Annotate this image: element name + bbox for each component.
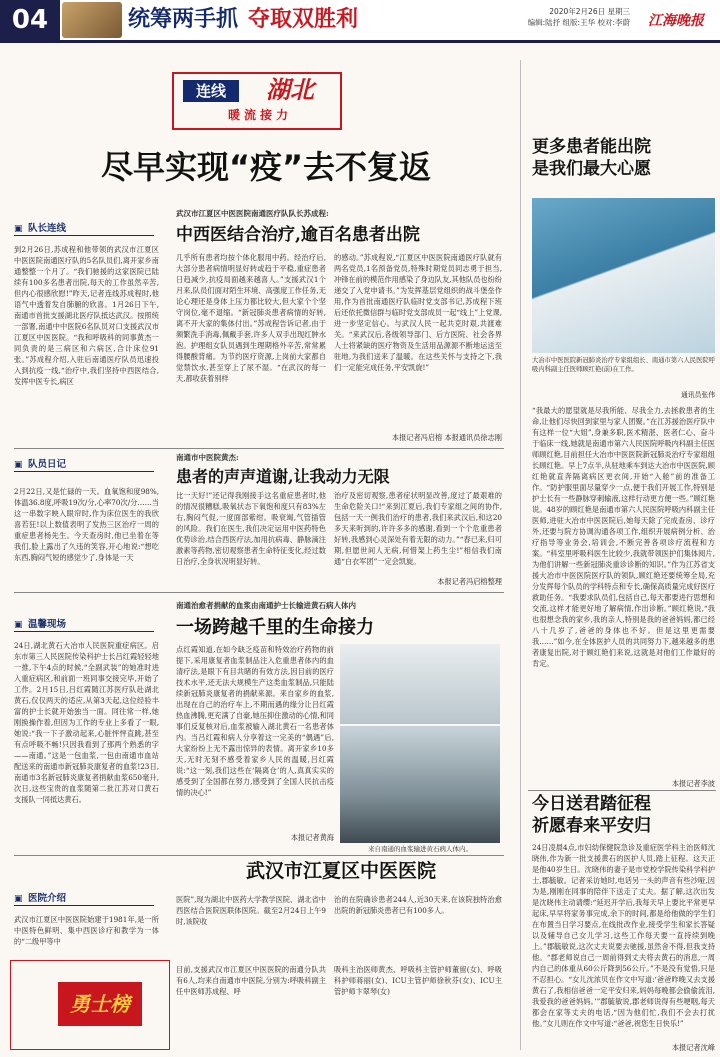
r1-headline (532, 136, 715, 180)
s4-column-5: 吸科主治医师黄杰、呼吸科主管护师董留(女)、呼吸科护师蒋丽(女)、ICU主管护师徐秋芬(女)、ICU主管护师卞翠琴(女) (334, 965, 502, 996)
s3-column-2: 点红霞知道,在如今缺乏疫苗和特效治疗药物的前提下,采用康复者血浆制品注入危重患者体内的血清疗法,是眼下有目共睹的有效方法,因目前的医疗技术水平,还无法大规模生产这类血浆制品,只能陆续新冠肺炎康复者的捐献来源。来自家乡的血浆,出现在自己的治疗车上,不期而遇的缘分让吕红霞热血沸腾,更充满了自豪,她压抑住激动的心情,和同事们反复核对后,血浆被输入湖北黄石一名患者体内。当吕红霞和病人分享着这一完美的“偶遇”后,大家纷纷上无不露出惊异的表情。离开家乡10多天,无时无刻不感受着家乡人民的温暖,吕红霞说:“这一刻,我们这些在‘隔离仓’的人,真真实实的感受到了全国都在努力,感受到了全国人民抗击疫情的决心!” (176, 645, 334, 797)
r2-body: 24日凌晨4点,市妇幼保健院急诊及重症医学科主治医师沈晓伟,作为新一批支援黄石的医护人员,踏上征程。这天正是他40岁生日。沈晓伟的妻子是市党校学院传染科学科护士,郡毓敏。记者采访她时,电话另一头的声音有些沙哑,因为是,刚刚在同事的陪伴下送走了丈夫。据了解,这次出发是沈晓伟主动请缨:“延迟开学后,我每天早上要比平常更早起床,早早将家务事完成,余下的时间,都是给他做的学生们在布置当日学习要点,在线批改作业,接受学生和家长答疑以及辅导自己女儿学习,这些工作每天要一直持续到晚上。”郡毓敏说,这次丈夫说要去驰援,虽然舍不得,但我支持他。“郡老师说自己一周前得到丈夫将去黄石的消息,一周内自己的体重从60公斤降到56公斤。”不是没有觉悟,只是不忍担心。“女儿沈浓贝在作文中写道:‘爸爸昨晚又去支援黄石了,我相信爸爸一定平安归来,妈妈每晚都会偷偷流泪,我爱我的爸爸妈妈。’”郡毓敏说,郡老师说得有些哽咽,每天都会在家等丈夫的电话,“因为他们忙,我们不会去打扰他。”女儿则在作文中写道:“爸爸,祝您生日快乐!” (532, 843, 715, 1028)
r1-headline-line-1: 更多患者能出院 (532, 137, 651, 157)
s3-byline: 本报记者黄海 (290, 833, 334, 842)
dateline (470, 6, 630, 28)
s2-column-1: 2月22日,又是忙碌的一天。血氧饱和度98%,体温36.8度,呼吸19次/分,心率70次/分……当这一串数字映入眼帘时,作为床位医生的我欣喜若狂!以上数值表明了发热三区治疗一周的重症患者杨先生。今天查房时,他已坐着在等我们,脸上露出了久违的笑容,开心地说:“想吃东西,胸闷气短的感觉少了,身体是一天 (14, 487, 159, 562)
s4-column-1: 武汉市江夏区中医医院始建于1981年,是一所中医特色鲜明、集中西医诊疗和教学为一体的“二级甲等中 (14, 915, 159, 946)
s1-byline: 本报记者冯启榕 本报通讯员徐志刚 (391, 433, 502, 442)
r2-headline-line-1: 今日送君踏征程 (532, 794, 651, 814)
s2-byline: 本报记者冯启榕整理 (437, 577, 502, 586)
editors-credit: 编辑:陆抒 组版:王华 校对:李蔚 (527, 18, 630, 27)
r1-byline: 本报记者李波 (671, 779, 715, 788)
page-number: 04 (0, 0, 60, 40)
r2-headline-line-2: 祈愿春来平安归 (532, 816, 651, 836)
main-headline: 尽早实现“疫”去不复返 (100, 148, 432, 186)
s1-title: 中西医结合治疗,逾百名患者出院 (176, 225, 420, 245)
r1-photo-caption: 大冶市中医医院新冠肺炎治疗专家组组长、南通市第六人民医院呼吸内科副主任医师顾红艳(前)在工作。 (532, 357, 715, 373)
slogan-part-b: 夺取双胜利 (248, 7, 359, 32)
banner-tag: 连线 (183, 80, 239, 102)
section-label-hospital: ▣ 医院介绍 (14, 892, 154, 906)
r1-body: “我最大的愿望就是尽我所能、尽我全力,去拯救患者的生命,让他们尽快回到家里与家人团聚。”在江苏援治医疗队中有这样一位“大姐”,身兼多职,医术精湛、医者仁心、奋斗于临床一线,她就是南通市第六人民医院呼吸内科副主任医师顾红艳,目前担任大冶市中医医院新冠肺炎治疗专家组组长顾红艳。早上7点半,从驻地乘车到达大冶市中医医院,顾红艳就直奔隔离病区更衣间,开始“入舱”前的准备工作。“防护服里面尽量穿少一点,便于我们开展工作,特别是护士长有一些静脉穿刺输液,这样行动更方便一些。”顾红艳说。48岁的顾红艳是南通市第六人民医院呼吸内科副主任医师,进驻大冶市中医医院后,她每天除了完成查房、诊疗外,还要与院方协调沟通各项工作,组织开展病例分析、治疗指导等业务会,培训会,不断完善各项诊疗流程和方案。“科室里呼吸科医生比较少,我就带领医护们集体阅片,为他们讲解一些新冠肺炎重诊诊断的知识。”作为江苏省支援大冶市中医医院医疗队的领队,顾红艳还要统筹全局,充分发挥每个队员的学科特点和专长,确保高质量完成好医疗救助任务。“我要求队员们,包括自己,每天都要进行思想和交流,这样才能更好地了解病情,作出诊断。”顾红艳说,“我也很想念我的家乡,我的亲人,特别是我的爸爸妈妈,都已经八十几岁了,爸爸的身体也不好。但是这里更需要我……”如今,在全体医护人员的共同努力下,越来越多的患者康复出院,对于顾红艳们来说,这就是对他们工作最好的肯定。 (532, 406, 715, 668)
s3-column-1: 24日,湖北黄石大冶市人民医院重症病区。启东市第三人民医院传染科护士长吕红霞轻轻地一推,下午4点的时候,“全副武装”的她准时进入重症病区,和前面一班同事交接完毕,开始了工作。2月15日,吕红霞随江苏医疗队赴湖北黄石,仅仅两天的适应,从第3天起,这位经验丰富的护士长就开始独当一面。同往常一样,她刚换操作着,但因为工作的专业上多看了一眼,她说:“我一下子激动起来,心脏怦怦直跳,甚至有点呼吸不畅!只因我看到了那两个熟悉的字——南通。”这是一包血浆,一包由南通市血站配送来的南通市新冠肺炎康复者的血浆!23日,南通市3名新冠肺炎康复者捐献血浆650毫升,次日,这些宝贵的血浆随第二批江苏对口黄石支援队一同抵达黄石。 (14, 641, 159, 804)
header-rule (0, 40, 720, 43)
s1-subtitle: 武汉市江夏区中医医院南通医疗队队长苏成程: (176, 209, 329, 218)
s1-column-2: 几乎所有患者均按个体化服用中药。经治疗后,大部分患者病情明显好转或趋于平稳,重症患者日趋减少,抗疫局面越来越喜人。”支援武汉1个月来,队员们面对陌生环境、高强度工作任务,无论心理还是身体上压力都比较大,但大家个个坚守岗位,毫不退缩。“新冠肺炎患者病情的好转,离不开大家的集体付出。”苏成程告诉记者,由于频繁洗手消毒,佩戴手套,许多人双手出现红肿水泡。护理组女队员遇到生理期格外辛苦,常常累得腰酸背痛。为节约医疗资源,上岗前大家都自觉禁饮水,甚至穿上了尿不湿。“在武汉的每一天,都收获着别样 (176, 253, 326, 383)
issue-date: 2020年2月26日 星期三 (549, 7, 630, 16)
banner-subtitle: 暖流接力 (227, 108, 292, 122)
header-slogan (128, 4, 458, 36)
s4-column-4: 目前,支援武汉市江夏区中医医院的南通分队共有6人,均来自南通市中医院,分别为:呼吸科副主任中医师苏成程、呼 (176, 965, 326, 996)
r2-byline: 本报记者沈峰 (671, 1043, 715, 1052)
s2-column-3: 治疗及密切观察,患者症状明显改善,度过了最艰难的生命危险关口!“来到江夏后,我们专家组之间的协作,包括一天一例我们治疗的患者,我们来武汉后,和这20多天来听到的,许许多多的感谢,看到一个个危重患者好转,我感到心灵深处有着无限的动力。”“春已来,归可期,但愿世间人无病,何惜架上药生尘!”相信我们南通“白衣军团”一定会凯旋。 (334, 491, 502, 566)
s1-column-3: 的感动。”苏成程说,“江夏区中医医院南通医疗队就有两名党员,1名预备党员,特殊时期党员同志勇于担当,冲锋在前的模范作用感染了身边队友,其他队员也纷纷递交了入党申请书。”为发挥基层党组织的战斗堡垒作用,作为首批南通医疗队临时党支部书记,苏成程下班后还依托微信群与临时党支部成员一起“线上”上党课,进一步坚定信心。与武汉人民一起共克时艰,共渡难关。“来武汉后,各级领导部门、后方医院、社会各界人士将紧缺的医疗物资及生活用品源源不断地运送至驻地,为我们送来了温暖。在这些关怀与支持之下,我们一定能完成任务,平安凯旋!” (334, 253, 502, 372)
handshake-image (62, 2, 122, 38)
s3-photo-top (340, 644, 500, 724)
s4-column-2: 医院”,现为湖北中医药大学教学医院、湖北省中西医结合医院医联体医院。截至2月24日上午9时,该院收 (176, 895, 326, 926)
divider (14, 592, 504, 593)
s3-photo-caption: 来自南通的血浆输进黄石病人体内。 (368, 845, 472, 853)
r1-caption-byline: 通讯员张伟 (681, 391, 715, 399)
s3-photo (340, 726, 500, 843)
honor-label: 勇士榜 (58, 982, 142, 1026)
r1-headline-line-2: 是我们最大心愿 (532, 159, 651, 179)
section-label-captain: ▣ 队长连线 (14, 222, 154, 236)
divider (14, 855, 504, 856)
s3-title: 一场跨越千里的生命接力 (176, 617, 374, 638)
divider (528, 790, 716, 791)
s2-title: 患者的声声道谢,让我动力无限 (176, 467, 390, 486)
s2-subtitle: 南通市中医院黄杰: (176, 453, 239, 462)
divider (14, 448, 504, 449)
s2-column-2: 比一天好!”还记得我刚接手这名重症患者时,他的情况很糟糕,吸氧状态下氧饱和度只有83%左右,胸闷气促,一度面部紫绀。吸衰竭,气管插管的风险。我们在医生,我们决定运用中医药特色优势诊治,结合西医疗法,加用抗病毒、静脉滴注激素等药物,密切观察患者生命特征变化,经过数日治疗,全身状况明显好转。 (176, 491, 326, 566)
r1-photo (532, 198, 715, 353)
banner-region: 湖北 (266, 75, 314, 104)
hospital-name: 武汉市江夏区中医医院 (245, 860, 436, 882)
s4-column-3: 治的在院确诊患者244人,近30天来,在该院独特治愈出院的新冠肺炎患者已有100多人。 (334, 895, 502, 915)
r2-headline (532, 793, 715, 837)
s3-subtitle: 南通治愈者捐献的血浆由南通护士长输进黄石病人体内 (176, 601, 356, 610)
column-divider (520, 60, 521, 1050)
slogan-part-a: 统筹两手抓 (128, 7, 239, 32)
newspaper-logo: 江海晚报 (648, 13, 704, 29)
s1-column-1: 到2月26日,苏成程和他带领的武汉市江夏区中医医院南通医疗队的5名队员们,离开家乡南通整整一个月了。“我们驰援的这家医院已陆续有100多名患者出院,每天的工作虽然辛苦,但内心很感欣慰!”昨天,记者连线苏成程时,他语气中透着发自肺腑的欣喜。1月26日下午,南通市首批支援湖北医疗队抵达武汉。按照统一部署,南通中中医院6名队员对口支援武汉市江夏区中医医院。“我和呼吸科的同事黄杰一同负责的是三病区和六病区,合计床位91张。”苏成程介绍,入驻后南通医疗队员迅速投入到抗疫一线,“治疗中,我们坚持中西医结合,发挥中医专长,病区 (14, 245, 159, 386)
section-label-diary: ▣ 队员日记 (14, 458, 154, 472)
section-label-scene: ▣ 温馨现场 (14, 618, 154, 632)
